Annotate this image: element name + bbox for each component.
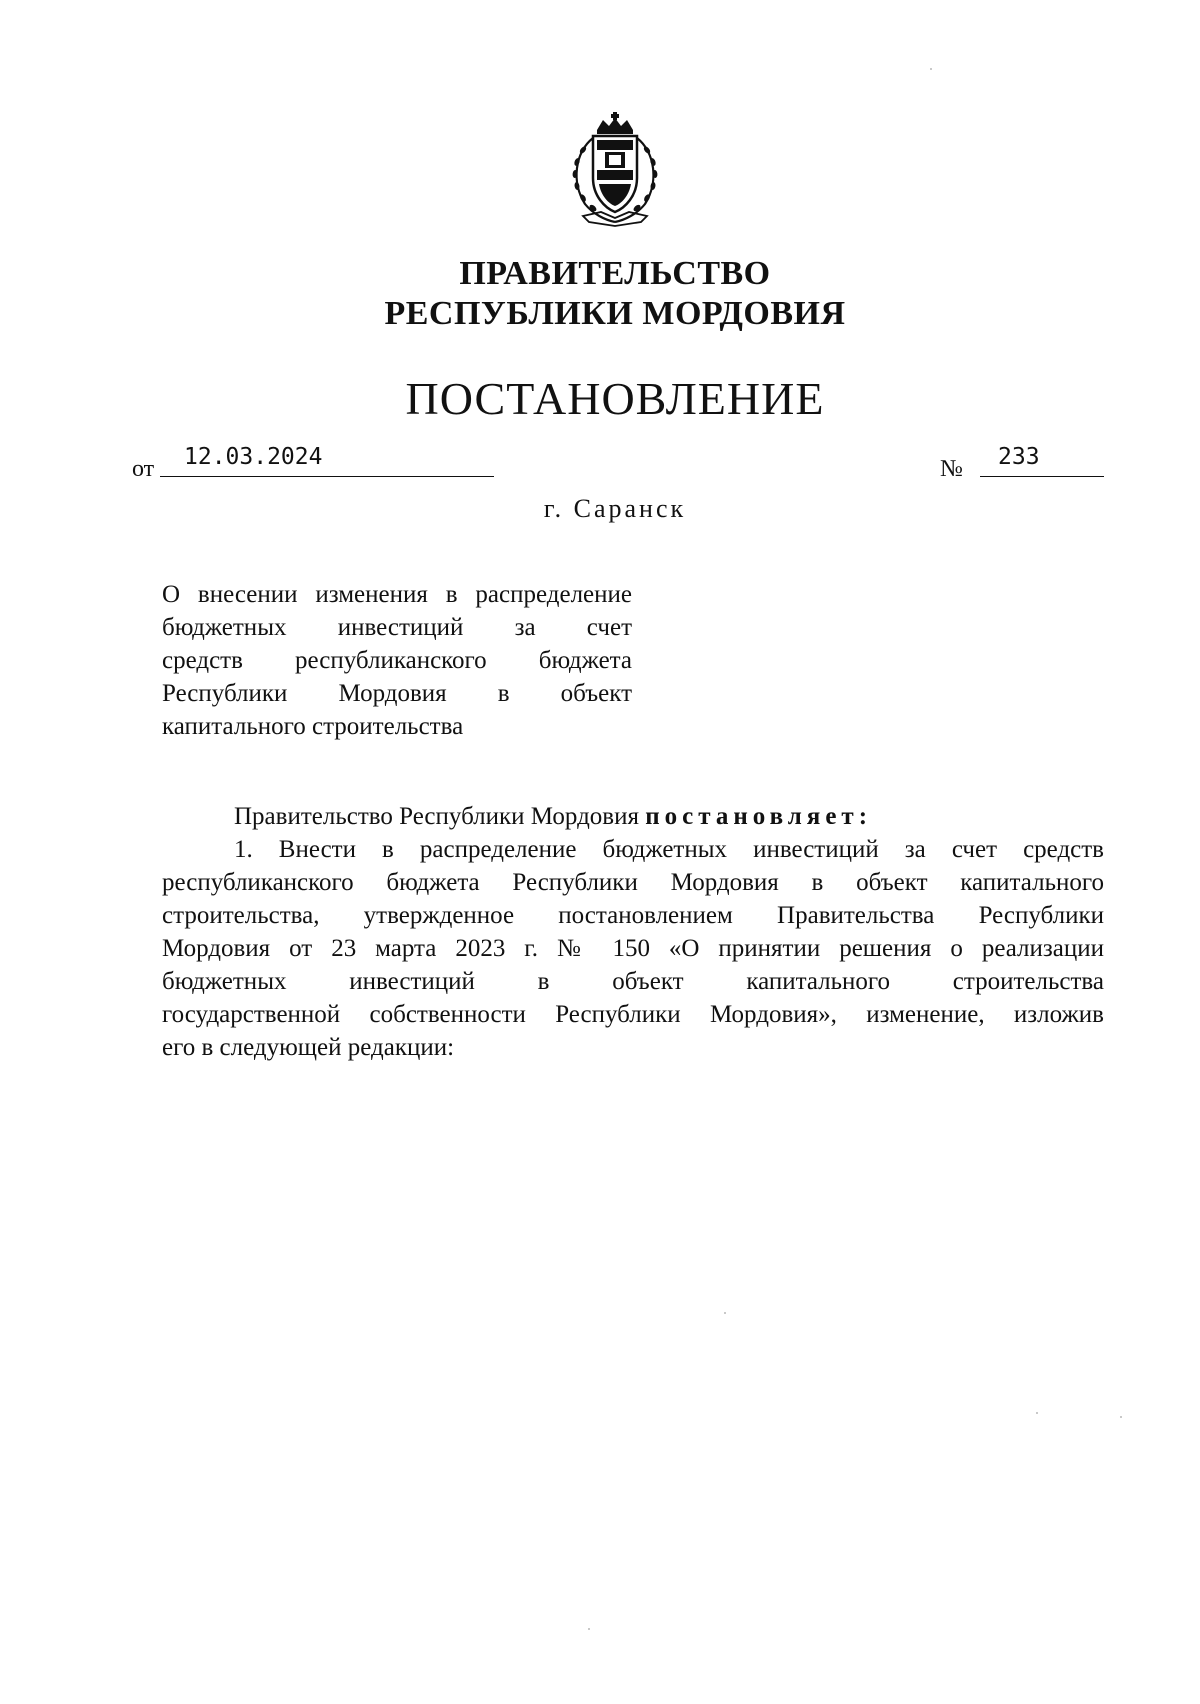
paragraph-line: его в следующей редакции: [162, 1034, 455, 1061]
paragraph-line: бюджетных инвестиций в объект капитального строительства [162, 968, 1104, 995]
paragraph-line: 1. Внести в распределение бюджетных инвестиций за счет средств [234, 836, 1104, 863]
paragraph-line: республиканского бюджета Республики Мордовия в объект капитального [162, 869, 1104, 896]
paragraph-line: Мордовия от 23 марта 2023 г. № 150 «О принятии решения о реализации [162, 935, 1104, 962]
paragraph-line: строительства, утвержденное постановлением Правительства Республики [162, 902, 1104, 929]
subject-line: капитального строительства [162, 713, 464, 740]
scan-speck [588, 1628, 590, 1630]
subject-line: Республики Мордовия в объект [162, 680, 632, 707]
scan-speck [930, 68, 932, 70]
paragraph-1 [162, 833, 1104, 1064]
organization-title-line2: РЕСПУБЛИКИ МОРДОВИЯ [384, 295, 846, 332]
paragraph-line: государственной собственности Республики Мордовия», изменение, изложив [162, 1001, 1104, 1028]
decree-intro-text: Правительство Республики Мордовия [234, 803, 639, 830]
date-prefix: от [132, 456, 155, 482]
organization-title-line1: ПРАВИТЕЛЬСТВО [459, 255, 771, 292]
scan-speck [1120, 1416, 1122, 1418]
city-line: г. Саранск [543, 494, 687, 523]
subject-heading [162, 578, 632, 743]
number-prefix: № [940, 456, 963, 482]
subject-line: средств республиканского бюджета [162, 647, 632, 674]
document-type-title: ПОСТАНОВЛЕНИЕ [405, 373, 825, 424]
subject-line: О внесении изменения в распределение [162, 581, 632, 608]
date-field [160, 444, 494, 477]
document-body [162, 800, 1104, 1064]
decree-word: постановляет: [645, 803, 873, 830]
decree-intro [162, 800, 1104, 833]
number-field [980, 444, 1104, 477]
coat-of-arms-icon [563, 112, 667, 228]
scan-speck [1036, 1412, 1038, 1414]
document-number: 233 [998, 444, 1040, 470]
document-date: 12.03.2024 [184, 444, 323, 470]
scan-speck [724, 1312, 726, 1314]
subject-line: бюджетных инвестиций за счет [162, 614, 632, 641]
